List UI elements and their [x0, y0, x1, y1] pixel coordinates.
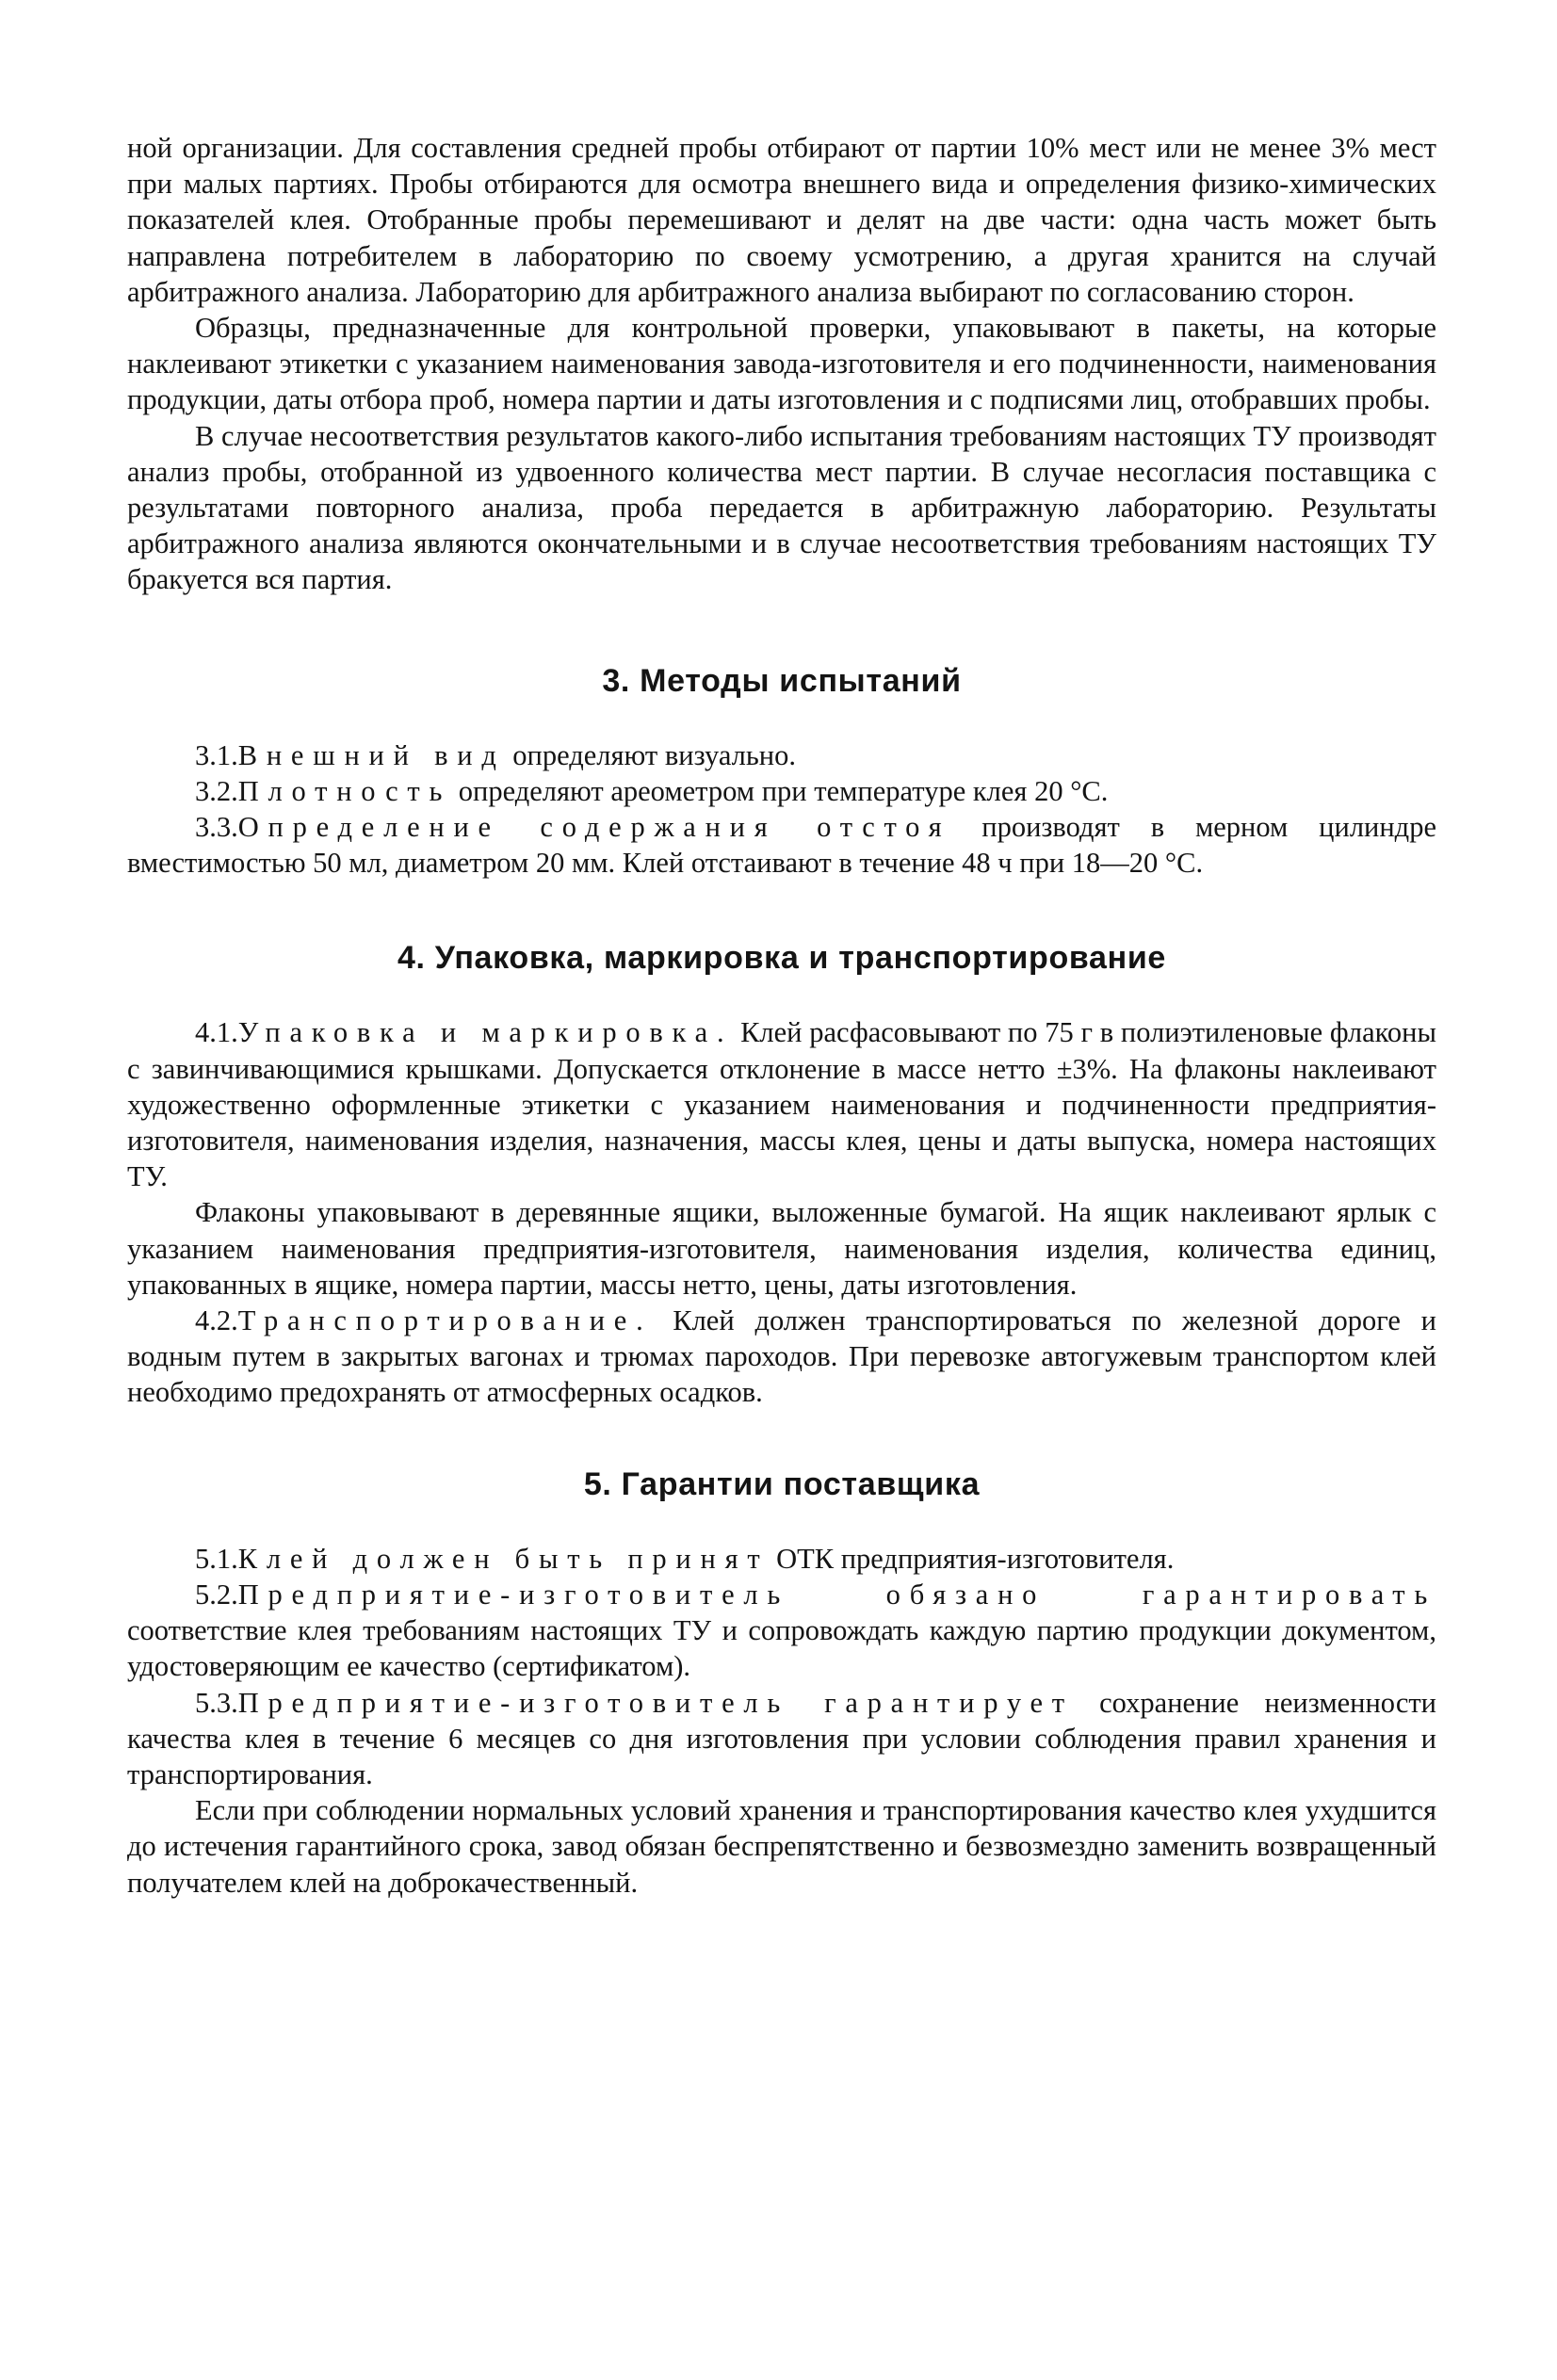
clause-lead-term: Предприятие-изготовитель обязано гарантировать: [237, 1578, 1436, 1611]
clause-number: 5.1.: [195, 1542, 238, 1575]
packaging-boxes-paragraph: Флаконы упаковывают в деревянные ящики, выложенные бумагой. На ящик наклеивают ярлык с указанием наименования предприятия-изготовителя, наименования изделия, количества единиц, упакованных в ящике, номера партии, массы нетто, цены, даты изготовления.: [127, 1196, 1436, 1301]
guarantee-final-paragraph: Если при соблюдении нормальных условий хранения и транспортирования качество клея ухудшится до истечения гарантийного срока, завод обязан беспрепятственно и безвозмездно заменить возвращенный получателем клей на доброкачественный.: [127, 1794, 1436, 1899]
clause-5-2: [127, 1577, 1436, 1685]
clause-4-1: [127, 1014, 1436, 1194]
clause-lead-term: Предприятие-изготовитель гарантирует: [237, 1686, 1074, 1719]
clause-text: сохранение неизменности качества клея в течение 6 месяцев со дня изготовления при условии соблюдения правил хранения и транспортирования.: [127, 1686, 1437, 1790]
document-body: [127, 130, 1436, 1901]
clause-text: Клей должен транспортироваться по железной дороге и водным путем в закрытых вагонах и трюмах пароходов. При перевозке автогужевым транспортом клей необходимо предохранять от атмосферных осадков.: [127, 1304, 1436, 1409]
clause-text: определяют визуально.: [505, 738, 796, 771]
clause-text: определяют ареометром при температуре клея 20 °С.: [451, 774, 1109, 807]
section-3-heading: 3. Методы испытаний: [602, 662, 962, 699]
clause-3-2: [127, 773, 1436, 809]
clause-lead-term: Внешний вид: [237, 738, 506, 771]
clause-number: 3.2.: [195, 774, 238, 807]
clause-lead-term: Упаковка и маркировка.: [237, 1016, 734, 1049]
section-5-heading: 5. Гарантии поставщика: [583, 1465, 981, 1502]
clause-3-3: [127, 809, 1436, 881]
clause-number: 5.2.: [195, 1578, 238, 1611]
section-4-heading: 4. Упаковка, маркировка и транспортирование: [397, 940, 1167, 977]
intro-paragraph-2: Образцы, предназначенные для контрольной проверки, упаковывают в пакеты, на которые наклеивают этикетки с указанием наименования завода-изготовителя и его подчиненности, наименования продукции, даты отбора проб, номера партии и даты изготовления и с подписями лиц, отобравших пробы.: [127, 312, 1436, 416]
clause-number: 4.2.: [195, 1304, 238, 1337]
clause-lead-term: Клей должен быть принят: [237, 1542, 770, 1575]
clause-number: 3.1.: [195, 738, 238, 771]
clause-lead-term: Транспортирование.: [237, 1304, 653, 1337]
clause-text: соответствие клея требованиям настоящих ТУ и сопровождать каждую партию продукции документом, удостоверяющим ее качество (сертификатом).: [127, 1614, 1436, 1683]
clause-number: 5.3.: [195, 1686, 238, 1719]
clause-text: Клей расфасовывают по 75 г в полиэтиленовые флаконы с завинчивающимися крышками. Допускается отклонение в массе нетто ±3%. На флаконы наклеивают художественно оформленные этикетки с указанием наименования и подчиненности предприятия-изготовителя, наименования изделия, назначения, массы клея, цены и даты выпуска, номера настоящих ТУ.: [127, 1016, 1436, 1193]
clause-5-3: [127, 1685, 1436, 1793]
clause-number: 3.3.: [195, 811, 238, 844]
clause-number: 4.1.: [195, 1016, 238, 1049]
intro-paragraph-1: ной организации. Для составления средней пробы отбирают от партии 10% мест или не менее 3% мест при малых партиях. Пробы отбираются для осмотра внешнего вида и определения физико-химических показателей клея. Отобранные пробы перемешивают и делят на две части: одна часть может быть направлена потребителем в лабораторию по своему усмотрению, а другая хранится на случай арбитражного анализа. Лабораторию для арбитражного анализа выбирают по согласованию сторон.: [127, 132, 1436, 308]
clause-5-1: [127, 1541, 1436, 1577]
clause-text: производят в мерном цилиндре вместимостью 50 мл, диаметром 20 мм. Клей отстаивают в течение 48 ч при 18—20 °С.: [127, 811, 1436, 880]
clause-3-1: [127, 737, 1436, 773]
clause-lead-term: Определение содержания отстоя: [237, 811, 951, 844]
intro-paragraph-3: В случае несоответствия результатов какого-либо испытания требованиям настоящих ТУ производят анализ пробы, отобранной из удвоенного количества мест партии. В случае несогласия поставщика с результатами повторного анализа, проба передается в арбитражную лабораторию. Результаты арбитражного анализа являются окончательными и в случае несоответствия требованиям настоящих ТУ бракуется вся партия.: [127, 419, 1436, 596]
clause-4-2: [127, 1303, 1436, 1411]
clause-text: ОТК предприятия-изготовителя.: [769, 1542, 1175, 1575]
clause-lead-term: Плотность: [237, 774, 452, 807]
